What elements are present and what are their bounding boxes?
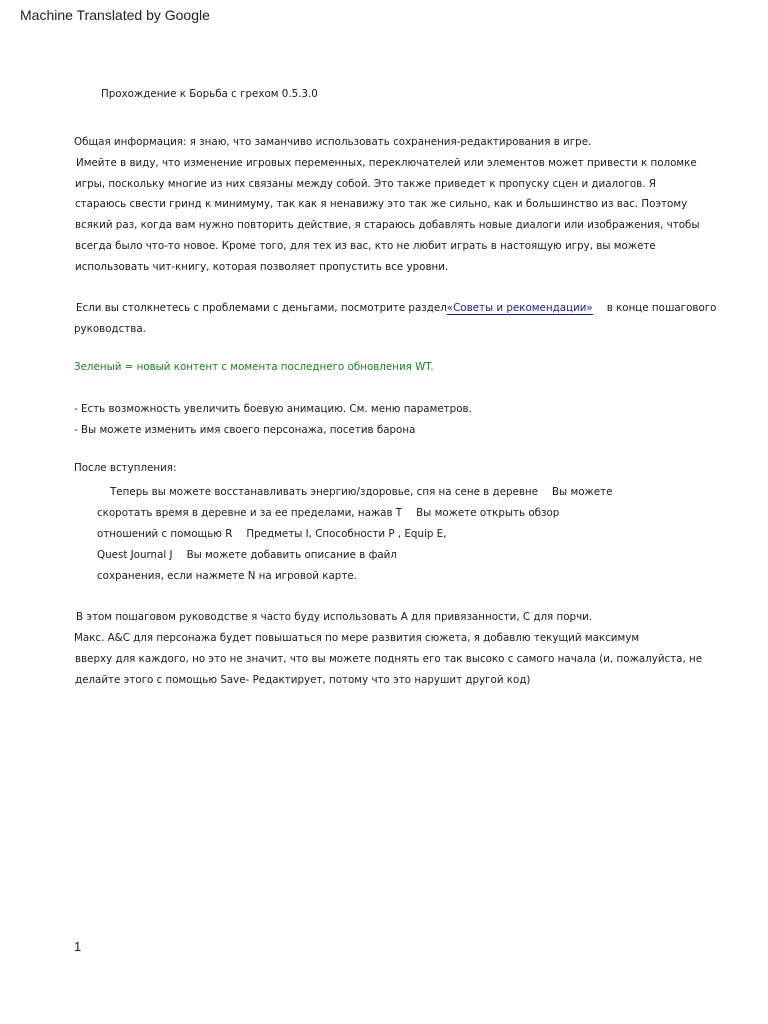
general-line-4: стараюсь свести гринд к минимуму, так как я ненавижу это так же сильно, как и большинство из вас. Поэтому — [75, 198, 688, 210]
page-number: 1 — [74, 939, 82, 954]
ac-line-4: делайте этого с помощью Save- Редактирует, потому что это нарушит другой код) — [75, 674, 531, 686]
after-intro-line-2 — [97, 506, 559, 520]
after-intro-text: Вы можете добавить описание в файл — [186, 549, 397, 561]
after-intro-line-3 — [97, 527, 446, 541]
after-intro-text: Вы можете открыть обзор — [416, 507, 560, 519]
after-intro-heading: После вступления: — [74, 462, 177, 474]
general-line-5: всякий раз, когда вам нужно повторить действие, я стараюсь добавлять новые диалоги или изображения, чтобы — [75, 219, 700, 231]
general-line-6: всегда было что-то новое. Кроме того, для тех из вас, кто не любит играть в настоящую игру, вы можете — [75, 240, 656, 252]
ac-line-1: В этом пошаговом руководстве я часто буду использовать A для привязанности, C для порчи. — [76, 611, 593, 623]
money-note-before: Если вы столкнетесь с проблемами с деньгами, посмотрите раздел — [76, 302, 447, 314]
general-line-7: использовать чит-книгу, которая позволяет пропустить все уровни. — [75, 261, 449, 273]
general-line-2: Имейте в виду, что изменение игровых переменных, переключателей или элементов может привести к поломке — [76, 157, 697, 169]
general-line-3: игры, поскольку многие из них связаны между собой. Это также приведет к пропуску сцен и диалогов. Я — [75, 178, 656, 190]
tips-link[interactable]: «Советы и рекомендации» — [446, 302, 593, 314]
after-intro-text: Quest Journal J — [97, 549, 173, 561]
machine-translation-banner: Machine Translated by Google — [20, 7, 210, 23]
ac-line-3: вверху для каждого, но это не значит, что вы можете поднять его так высоко с самого начала (и, пожалуйста, не — [75, 653, 703, 665]
bullet-item: - Вы можете изменить имя своего персонажа, посетив барона — [74, 424, 416, 436]
after-intro-text: отношений с помощью R — [97, 528, 233, 540]
document-title: Прохождение к Борьба с грехом 0.5.3.0 — [101, 88, 318, 100]
after-intro-text: Вы можете — [551, 486, 613, 498]
after-intro-line-5: сохранения, если нажмете N на игровой карте. — [97, 570, 357, 582]
money-note-line-2: руководства. — [74, 323, 146, 335]
general-line-1: Общая информация: я знаю, что заманчиво использовать сохранения-редактирования в игре. — [74, 136, 592, 148]
money-note-line-1 — [76, 301, 716, 315]
green-legend: Зеленый = новый контент с момента последнего обновления WT. — [74, 361, 434, 373]
after-intro-line-1 — [110, 485, 612, 499]
after-intro-text: Теперь вы можете восстанавливать энергию/здоровье, спя на сене в деревне — [110, 486, 538, 498]
after-intro-line-4 — [97, 548, 397, 562]
ac-line-2: Макс. A&C для персонажа будет повышаться по мере развития сюжета, я добавлю текущий максимум — [74, 632, 640, 644]
money-note-after: в конце пошагового — [606, 302, 717, 314]
after-intro-text: скоротать время в деревне и за ее пределами, нажав T — [97, 507, 403, 519]
after-intro-text: Предметы I, Способности P , Equip E, — [246, 528, 447, 540]
bullet-item: - Есть возможность увеличить боевую анимацию. См. меню параметров. — [74, 403, 472, 415]
